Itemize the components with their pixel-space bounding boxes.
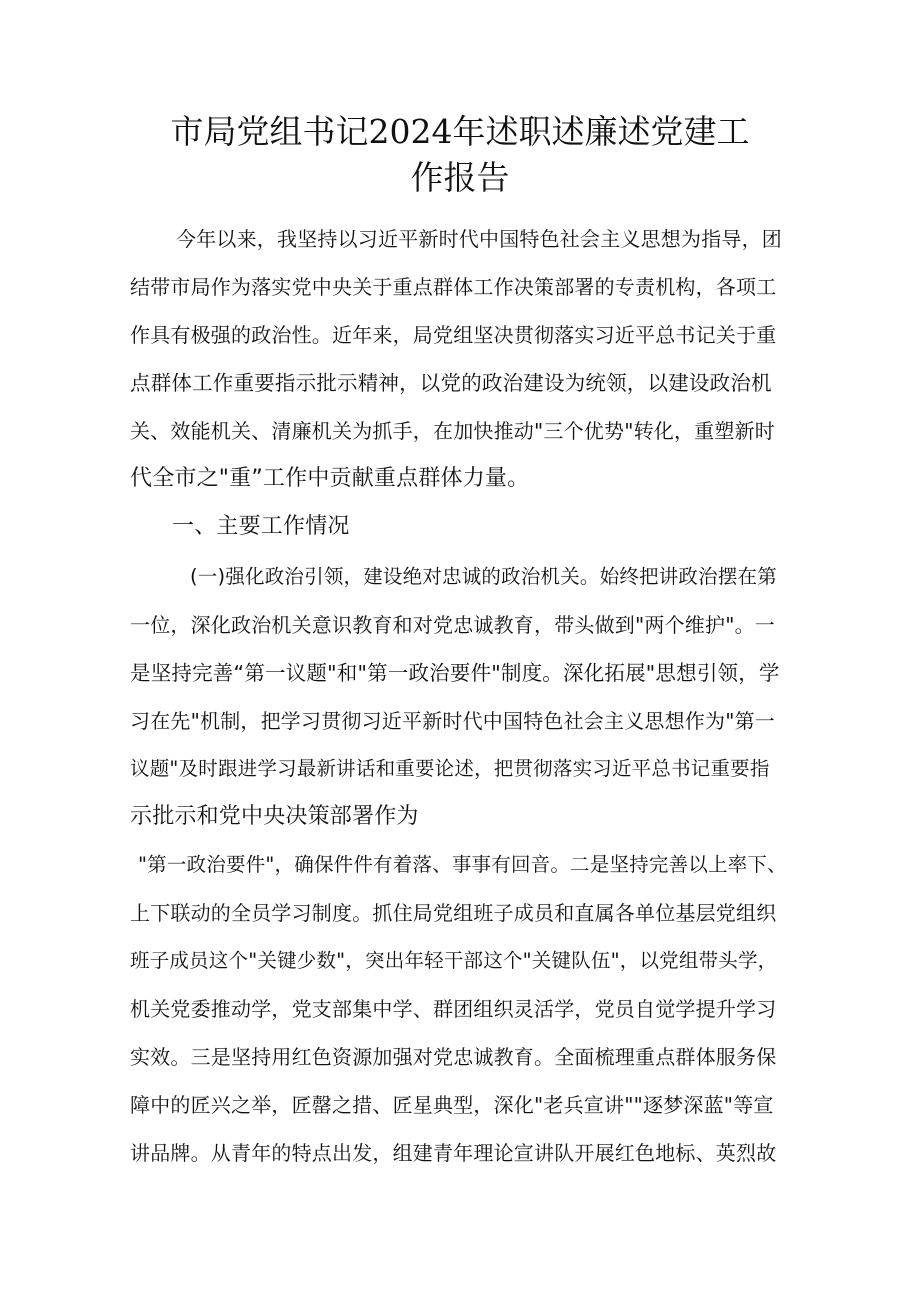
paragraph-3-line: 上下联动的全员学习制度。抓住局党组班子成员和直属各单位基层党组织 xyxy=(130,901,777,925)
paragraph-3-line: 实效。三是坚持用红色资源加强对党忠诚教育。全面梳理重点群体服务保 xyxy=(130,1045,777,1069)
section-heading: 一、主要工作情况 xyxy=(172,514,350,539)
paragraph-3-line: 讲品牌。从青年的特点出发，组建青年理论宣讲队开展红色地标、英烈故 xyxy=(130,1141,777,1165)
paragraph-2-line: 习在先"机制，把学习贯彻习近平新时代中国特色社会主义思想作为"第一 xyxy=(130,709,775,733)
paragraph-2-line: (一)强化政治引领，建设绝对忠诚的政治机关。始终把讲政治摆在第 xyxy=(190,565,777,588)
paragraph-1-line: 关、效能机关、清廉机关为抓手，在加快推动"三个优势"转化，重塑新时 xyxy=(130,419,775,443)
document-title-line-1: 市局党组书记2024年述职述廉述党建工 xyxy=(170,112,750,151)
paragraph-1-line: 作具有极强的政治性。近年来，局党组坚决贯彻落实习近平总书记关于重 xyxy=(130,323,777,347)
paragraph-2-line: 是坚持完善“第一议题"和"第一政治要件"制度。深化拓展"思想引领，学 xyxy=(130,661,780,685)
paragraph-3-line: 机关党委推动学，党支部集中学、群团组织灵活学，党员自觉学提升学习 xyxy=(130,997,777,1021)
paragraph-1-line: 点群体工作重要指示批示精神，以党的政治建设为统领，以建设政治机 xyxy=(130,371,772,395)
paragraph-1-line: 结带市局作为落实党中央关于重点群体工作决策部署的专责机构，各项工 xyxy=(130,275,777,299)
paragraph-1-line: 今年以来，我坚持以习近平新时代中国特色社会主义思想为指导，团 xyxy=(176,227,782,251)
paragraph-3-line: "第一政治要件"，确保件件有着落、事事有回音。二是坚持完善以上率下、 xyxy=(138,853,787,876)
document-title-line-2: 作报告 xyxy=(410,158,510,197)
paragraph-2-line: 议题"及时跟进学习最新讲话和重要论述，把贯彻落实习近平总书记重要指 xyxy=(130,757,770,780)
paragraph-1-line: 代全市之"重”工作中贡献重点群体力量。 xyxy=(130,466,530,491)
paragraph-3-line: 障中的匠兴之举，匠罄之措、匠星典型，深化"老兵宣讲""逐梦深蓝"等宣 xyxy=(130,1093,774,1117)
paragraph-3-line: 班子成员这个"关键少数"，突出年轻干部这个"关键队伍"，以党组带头学， xyxy=(130,949,778,972)
paragraph-2-line: 示批示和党中央决策部署作为 xyxy=(130,804,419,829)
paragraph-2-line: 一位，深化政治机关意识教育和对党忠诚教育，带头做到"两个维护"。一 xyxy=(130,613,775,637)
